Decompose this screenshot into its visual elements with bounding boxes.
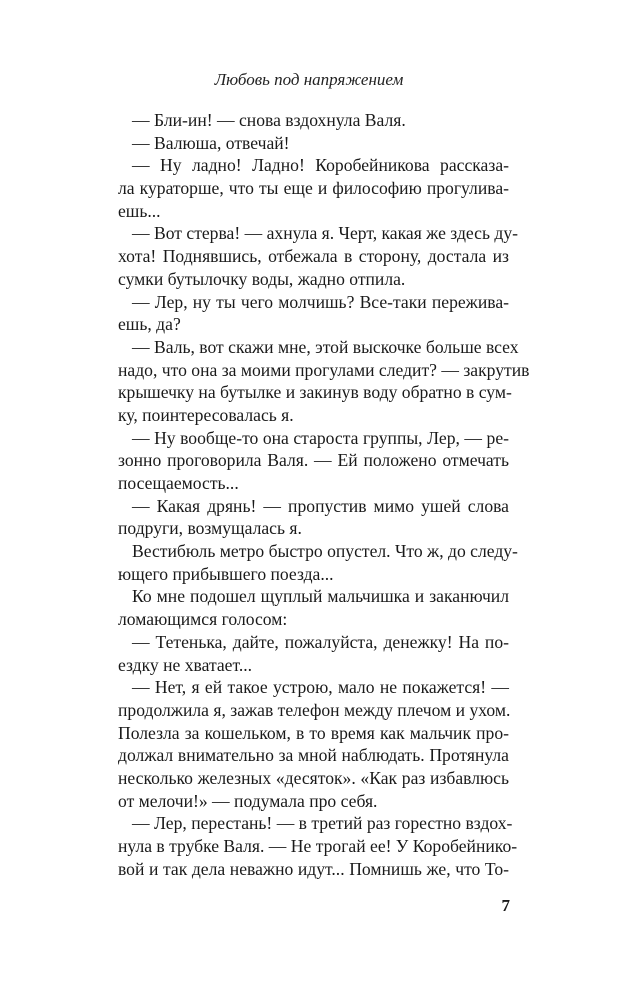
paragraph (118, 132, 509, 155)
text-line: — Ну вообще-то она староста группы, Лер, — ре- (132, 427, 509, 448)
page-number: 7 (501, 896, 510, 915)
text-line: — Бли-ин! — снова вздохнула Валя. (132, 110, 406, 130)
text-line: ющего прибывшего поезда... (118, 563, 334, 584)
text-line: ла кураторше, что ты еще и философию прогулива- (118, 178, 509, 199)
text-line: — Лер, перестань! — в третий раз горестно вздох- (132, 813, 513, 834)
paragraph (118, 109, 509, 132)
text-line: ездку не хватает... (118, 654, 253, 675)
text-line: — Нет, я ей такое устрою, мало не покажется! — (132, 677, 509, 698)
text-line: — Тетенька, дайте, пожалуйста, денежку! На по- (132, 631, 509, 652)
text-line: крышечку на бутылке и закинув воду обратно в сум- (118, 382, 512, 403)
text-line: ломающимся голосом: (118, 609, 288, 630)
paragraph (118, 427, 509, 495)
text-line: сумки бутылочку воды, жадно отпила. (118, 268, 406, 289)
book-text-body (118, 109, 530, 880)
text-line: ку, поинтересовалась я. (118, 404, 294, 425)
text-line: — Валь, вот скажи мне, этой выскочке больше всех (132, 336, 519, 357)
text-line: вой и так дела неважно идут... Помнишь же, что То- (118, 858, 509, 879)
paragraph (118, 495, 509, 540)
text-line: хота! Поднявшись, отбежала в сторону, достала из (118, 246, 509, 267)
paragraph (118, 291, 509, 336)
paragraph (118, 336, 530, 427)
text-line: нула в трубке Валя. — Не трогай ее! У Коробейнико- (118, 836, 518, 856)
text-line: должал внимательно за мной наблюдать. Протянула (118, 745, 509, 766)
paragraph (118, 631, 509, 676)
text-line: — Лер, ну ты чего молчишь? Все-таки пережива- (132, 291, 509, 312)
text-line: — Валюша, отвечай! (132, 132, 290, 153)
text-line: надо, что она за моими прогулами следит? — закрутив (118, 359, 530, 380)
text-line: — Какая дрянь! — пропустив мимо ушей слова (132, 495, 509, 516)
paragraph (118, 812, 518, 880)
paragraph (118, 676, 509, 812)
running-head: Любовь под напряжением (214, 70, 404, 89)
paragraph (118, 222, 518, 290)
text-line: подруги, возмущалась я. (118, 518, 302, 539)
text-line: Вестибюль метро быстро опустел. Что ж, до следу- (132, 541, 518, 562)
text-line: несколько железных «десяток». «Как раз избавлюсь (118, 767, 509, 788)
text-line: зонно проговорила Валя. — Ей положено отмечать (118, 450, 509, 471)
text-line: — Вот стерва! — ахнула я. Черт, какая же здесь ду- (132, 223, 518, 244)
text-line: Полезла за кошельком, в то время как мальчик про- (118, 722, 509, 743)
text-line: Ко мне подошел щуплый мальчишка и заканючил (132, 586, 509, 607)
text-line: от мелочи!» — подумала про себя. (118, 790, 378, 811)
paragraph (118, 154, 509, 222)
text-line: посещаемость... (118, 473, 239, 493)
paragraph (118, 585, 509, 630)
text-line: ешь, да? (118, 314, 181, 335)
text-line: продолжила я, зажав телефон между плечом и ухом. (118, 699, 511, 720)
text-line: ешь... (118, 200, 161, 221)
paragraph (118, 540, 518, 585)
text-line: — Ну ладно! Ладно! Коробейникова рассказа- (132, 155, 509, 176)
